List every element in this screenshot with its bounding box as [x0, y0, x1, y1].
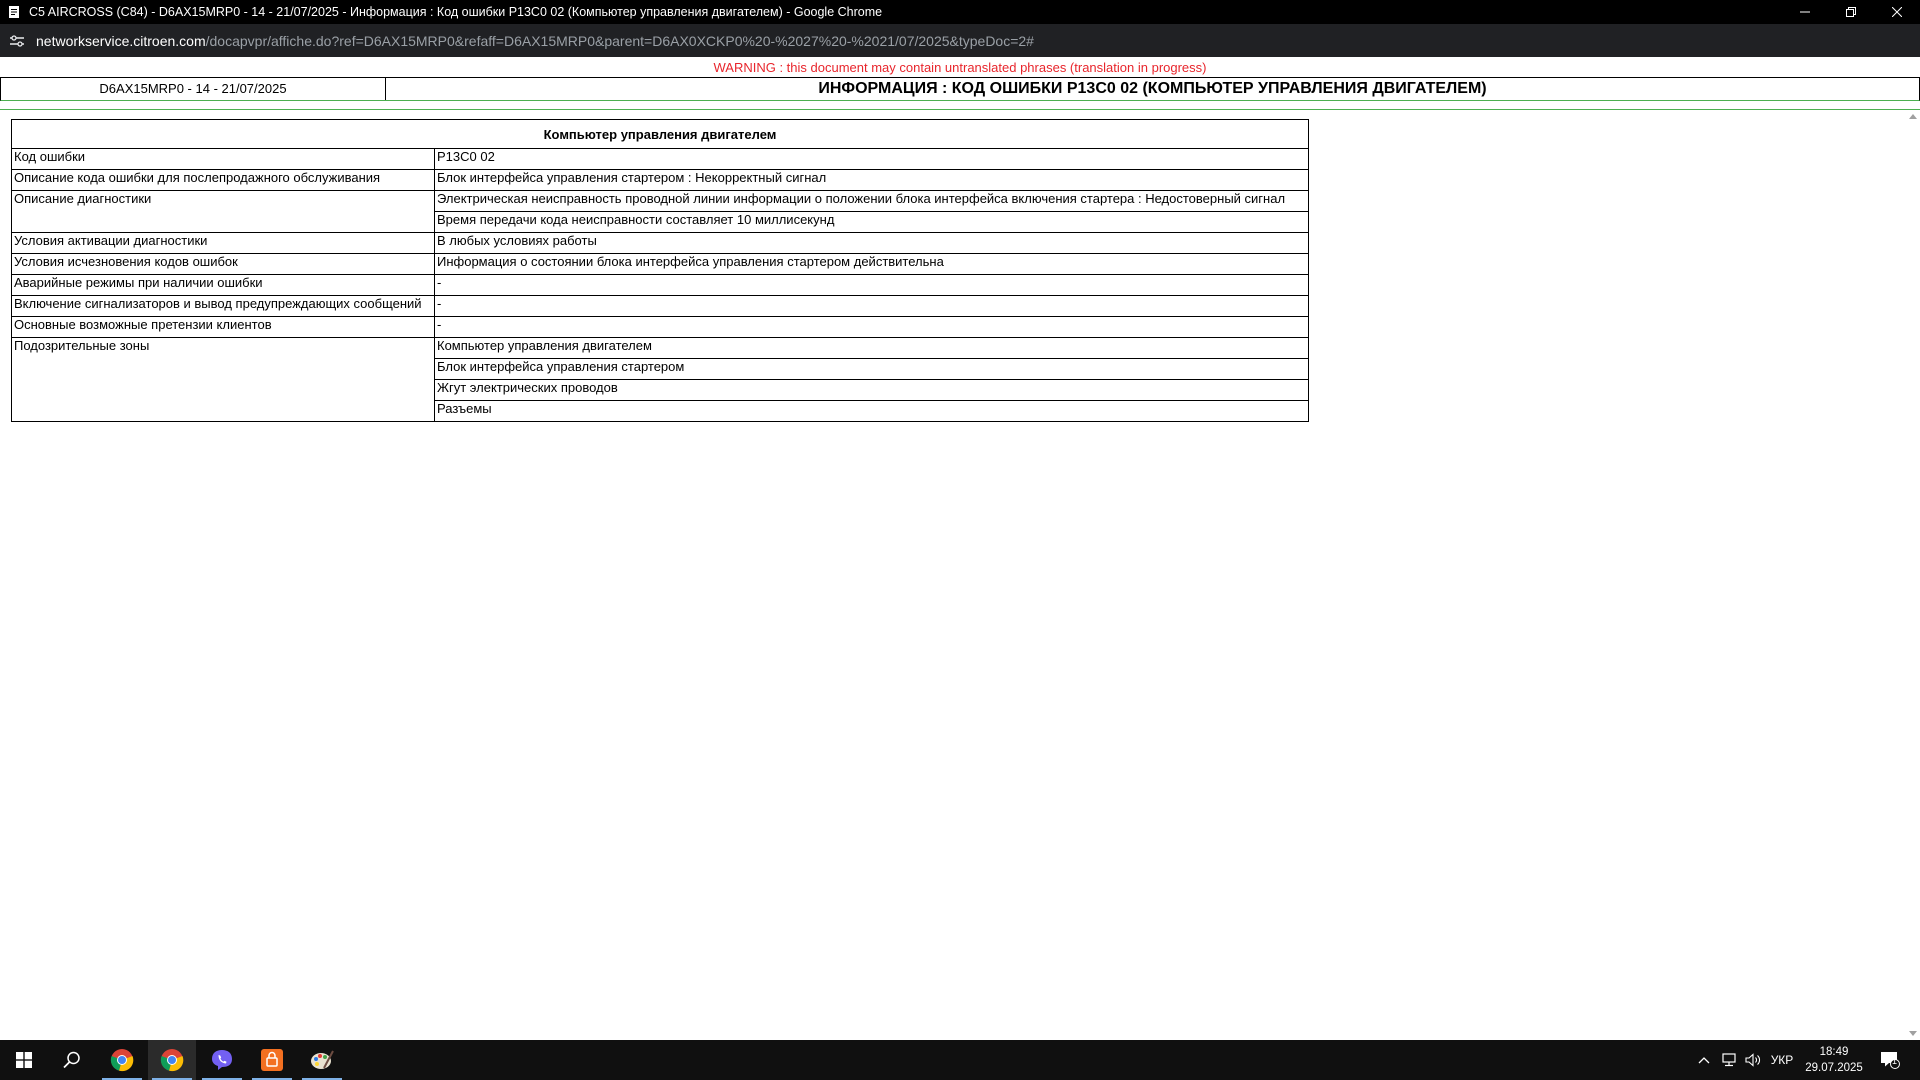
url-host: networkservice.citroen.com	[36, 32, 206, 49]
document-title: ИНФОРМАЦИЯ : КОД ОШИБКИ P13C0 02 (КОМПЬЮТЕР УПРАВЛЕНИЯ ДВИГАТЕЛЕМ)	[818, 80, 1487, 97]
table-row	[12, 170, 1309, 191]
table-row	[12, 296, 1309, 317]
document-header	[0, 77, 1920, 101]
search-button[interactable]	[48, 1040, 96, 1080]
row-value: Информация о состоянии блока интерфейса управления стартером действительна	[435, 254, 1309, 275]
row-value: Блок интерфейса управления стартером	[435, 359, 1309, 380]
row-value: Время передачи кода неисправности составляет 10 миллисекунд	[435, 212, 1309, 233]
input-language[interactable]	[1768, 1040, 1796, 1080]
row-label: Аварийные режимы при наличии ошибки	[12, 275, 435, 296]
row-value: -	[435, 296, 1309, 317]
row-value: -	[435, 317, 1309, 338]
clock-time: 18:49	[1819, 1046, 1849, 1058]
restore-icon	[1846, 7, 1856, 17]
taskbar-chrome[interactable]	[98, 1040, 146, 1080]
table-row	[12, 191, 1309, 212]
row-value: -	[435, 275, 1309, 296]
taskbar-orange-app[interactable]	[248, 1040, 296, 1080]
taskbar-viber[interactable]	[198, 1040, 246, 1080]
document-reference: D6AX15MRP0 - 14 - 21/07/2025	[1, 78, 386, 100]
table-heading: Компьютер управления двигателем	[12, 120, 1309, 149]
window-title-bar	[0, 0, 1920, 24]
scroll-down-icon[interactable]	[1909, 1031, 1917, 1036]
translation-warning: WARNING : this document may contain untranslated phrases (translation in progress)	[713, 60, 1207, 75]
taskbar-clock[interactable]	[1800, 1044, 1868, 1076]
search-icon	[63, 1051, 81, 1069]
table-heading-row	[12, 120, 1309, 149]
action-center-button[interactable]	[1874, 1040, 1906, 1080]
chevron-up-icon	[1698, 1056, 1710, 1064]
close-icon	[1892, 7, 1902, 17]
fault-code-table	[11, 119, 1309, 422]
volume-icon	[1745, 1053, 1761, 1067]
table-row	[12, 254, 1309, 275]
volume-button[interactable]	[1742, 1040, 1764, 1080]
vertical-scrollbar[interactable]	[1906, 110, 1920, 1040]
row-label: Условия исчезновения кодов ошибок	[12, 254, 435, 275]
row-label: Код ошибки	[12, 149, 435, 170]
taskbar-chrome-active[interactable]	[148, 1040, 196, 1080]
chrome-active-icon	[160, 1048, 184, 1072]
row-value: Блок интерфейса управления стартером : Некорректный сигнал	[435, 170, 1309, 191]
row-label: Основные возможные претензии клиентов	[12, 317, 435, 338]
row-label: Условия активации диагностики	[12, 233, 435, 254]
clock-date: 29.07.2025	[1805, 1062, 1863, 1074]
url-text[interactable]	[36, 33, 1034, 49]
language-indicator: УКР	[1770, 1053, 1794, 1067]
start-button[interactable]	[0, 1040, 48, 1080]
close-button[interactable]	[1874, 0, 1920, 24]
row-value: P13C0 02	[435, 149, 1309, 170]
chrome-icon	[110, 1048, 134, 1072]
row-value: Компьютер управления двигателем	[435, 338, 1309, 359]
document-content	[0, 110, 1906, 1040]
table-row	[12, 317, 1309, 338]
table-row	[12, 233, 1309, 254]
minimize-icon	[1800, 7, 1810, 17]
scroll-up-icon[interactable]	[1909, 114, 1917, 119]
row-value: Электрическая неисправность проводной линии информации о положении блока интерфейса включения стартера : Недостоверный сигнал	[435, 191, 1309, 212]
network-button[interactable]	[1718, 1040, 1740, 1080]
document-page	[0, 57, 1920, 1040]
row-label: Подозрительные зоны	[12, 338, 435, 422]
restore-button[interactable]	[1828, 0, 1874, 24]
show-hidden-icons-button[interactable]	[1694, 1040, 1714, 1080]
row-label: Включение сигнализаторов и вывод предупреждающих сообщений	[12, 296, 435, 317]
document-icon	[8, 6, 20, 18]
window-title: C5 AIRCROSS (C84) - D6AX15MRP0 - 14 - 21/07/2025 - Информация : Код ошибки P13C0 02 (Компьютер управления двигателем) - Google Chrome	[29, 5, 883, 19]
viber-icon	[210, 1048, 234, 1072]
table-row	[12, 275, 1309, 296]
table-row	[12, 338, 1309, 359]
url-path: /docapvpr/affiche.do?ref=D6AX15MRP0&refaff=D6AX15MRP0&parent=D6AX0XCKP0%20-%2027%20-%2021/07/2025&typeDoc=2#	[205, 32, 1034, 49]
start-icon	[16, 1052, 32, 1068]
row-value: Жгут электрических проводов	[435, 380, 1309, 401]
minimize-button[interactable]	[1782, 0, 1828, 24]
windows-taskbar	[0, 1040, 1920, 1080]
row-label: Описание кода ошибки для послепродажного обслуживания	[12, 170, 435, 191]
orange-app-icon	[261, 1049, 283, 1071]
row-value: Разъемы	[435, 401, 1309, 422]
address-bar[interactable]	[0, 24, 1920, 57]
network-icon	[1721, 1053, 1737, 1067]
notification-count: 1	[1892, 1056, 1898, 1066]
table-row	[12, 149, 1309, 170]
site-info-icon[interactable]	[6, 30, 28, 52]
paint-icon	[310, 1048, 334, 1072]
window-controls	[1782, 0, 1920, 24]
row-label: Описание диагностики	[12, 191, 435, 233]
row-value: В любых условиях работы	[435, 233, 1309, 254]
taskbar-paint[interactable]	[298, 1040, 346, 1080]
